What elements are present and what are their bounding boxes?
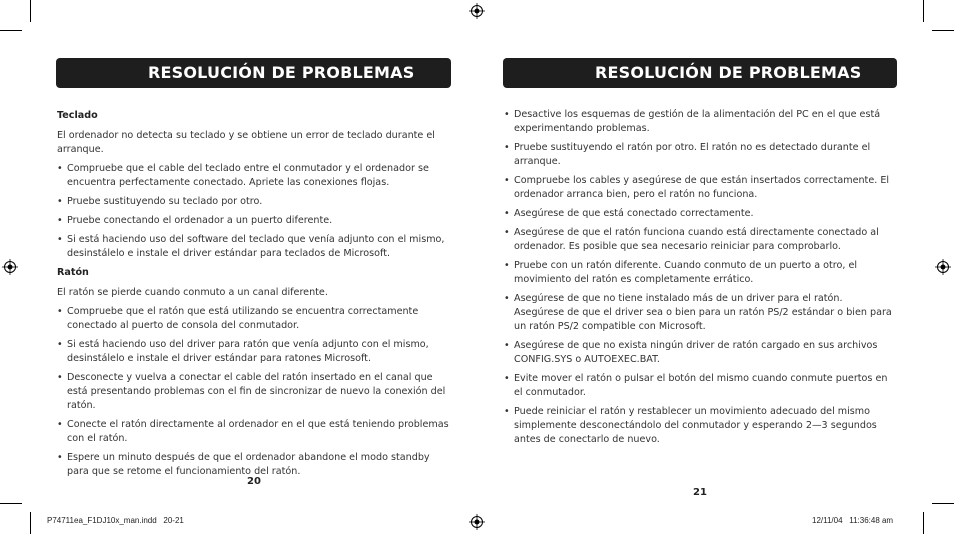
crop-mark (923, 512, 924, 534)
right-page-title: RESOLUCIÓN DE PROBLEMAS (503, 58, 897, 88)
left-page-title: RESOLUCIÓN DE PROBLEMAS (56, 58, 451, 88)
list-item: • Conecte el ratón directamente al ordenador en el que está teniendo problemas con el ratón. (57, 418, 451, 446)
crop-mark (30, 512, 31, 534)
left-page-body (57, 109, 451, 484)
paragraph: El ratón se pierde cuando conmuto a un canal diferente. (57, 287, 328, 298)
list-item: • Compruebe los cables y asegúrese de que están insertados correctamente. El ordenador arranca bien, pero el ratón no funciona. (504, 174, 894, 202)
crop-mark (932, 30, 954, 31)
page-number-right: 21 (693, 487, 707, 498)
crop-mark (923, 0, 924, 22)
slug-timestamp: 12/11/04 11:36:48 am (812, 516, 894, 525)
registration-mark-icon (469, 3, 485, 19)
crop-mark (932, 503, 954, 504)
list-item: • Espere un minuto después de que el ordenador abandone el modo standby para que se retome el funcionamiento del ratón. (57, 451, 451, 479)
list-item: • Desactive los esquemas de gestión de la alimentación del PC en el que está experimentando problemas. (504, 108, 894, 136)
section-heading: Ratón (57, 267, 89, 278)
list-item: • Asegúrese de que el ratón funciona cuando está directamente conectado al ordenador. Es posible que sea necesario reiniciar para comprobarlo. (504, 226, 894, 254)
list-item: • Evite mover el ratón o pulsar el botón del mismo cuando conmute puertos en el conmutador. (504, 372, 894, 400)
list-item: • Pruebe sustituyendo el ratón por otro. El ratón no es detectado durante el arranque. (504, 141, 894, 169)
list-item: • Pruebe conectando el ordenador a un puerto diferente. (57, 214, 451, 228)
list-item: • Pruebe con un ratón diferente. Cuando conmuto de un puerto a otro, el movimiento del ratón es completamente errático. (504, 259, 894, 287)
list-item: • Pruebe sustituyendo su teclado por otro. (57, 195, 451, 209)
section-heading: Teclado (57, 110, 98, 121)
list-item: • Compruebe que el cable del teclado entre el conmutador y el ordenador se encuentra perfectamente conectado. Apriete las conexiones flojas. (57, 162, 451, 190)
list-item: • Si está haciendo uso del software del teclado que venía adjunto con el mismo, desinstálelo e instale el driver estándar para teclados de Microsoft. (57, 233, 451, 261)
list-item: • Asegúrese de que no tiene instalado más de un driver para el ratón. Asegúrese de que el driver sea o bien para un ratón PS/2 estándar o bien para un ratón PS/2 compatible con Microsoft. (504, 292, 894, 334)
registration-mark-icon (469, 514, 485, 530)
list-item: • Si está haciendo uso del driver para ratón que venía adjunto con el mismo, desinstálelo e instale el driver estándar para ratones Microsoft. (57, 338, 451, 366)
list-item: • Desconecte y vuelva a conectar el cable del ratón insertado en el canal que está presentando problemas con el fin de sincronizar de nuevo la conexión del ratón. (57, 371, 451, 413)
paragraph: El ordenador no detecta su teclado y se obtiene un error de teclado durante el arranque. (57, 130, 435, 155)
list-item: • Compruebe que el ratón que está utilizando se encuentra correctamente conectado al puerto de consola del conmutador. (57, 305, 451, 333)
right-page-body (504, 108, 894, 452)
crop-mark (0, 30, 22, 31)
list-item: • Asegúrese de que no exista ningún driver de ratón cargado en sus archivos CONFIG.SYS o AUTOEXEC.BAT. (504, 339, 894, 367)
registration-mark-icon (2, 259, 18, 275)
crop-mark (0, 503, 22, 504)
slug-filename: P74711ea_F1DJ10x_man.indd 20-21 (47, 516, 184, 525)
crop-mark (30, 0, 31, 22)
registration-mark-icon (935, 259, 951, 275)
list-item: • Puede reiniciar el ratón y restablecer un movimiento adecuado del mismo simplemente desconectándolo del conmutador y esperando 2—3 segundos antes de conectarlo de nuevo. (504, 405, 894, 447)
page-number-left: 20 (247, 476, 261, 487)
list-item: • Asegúrese de que está conectado correctamente. (504, 207, 894, 221)
